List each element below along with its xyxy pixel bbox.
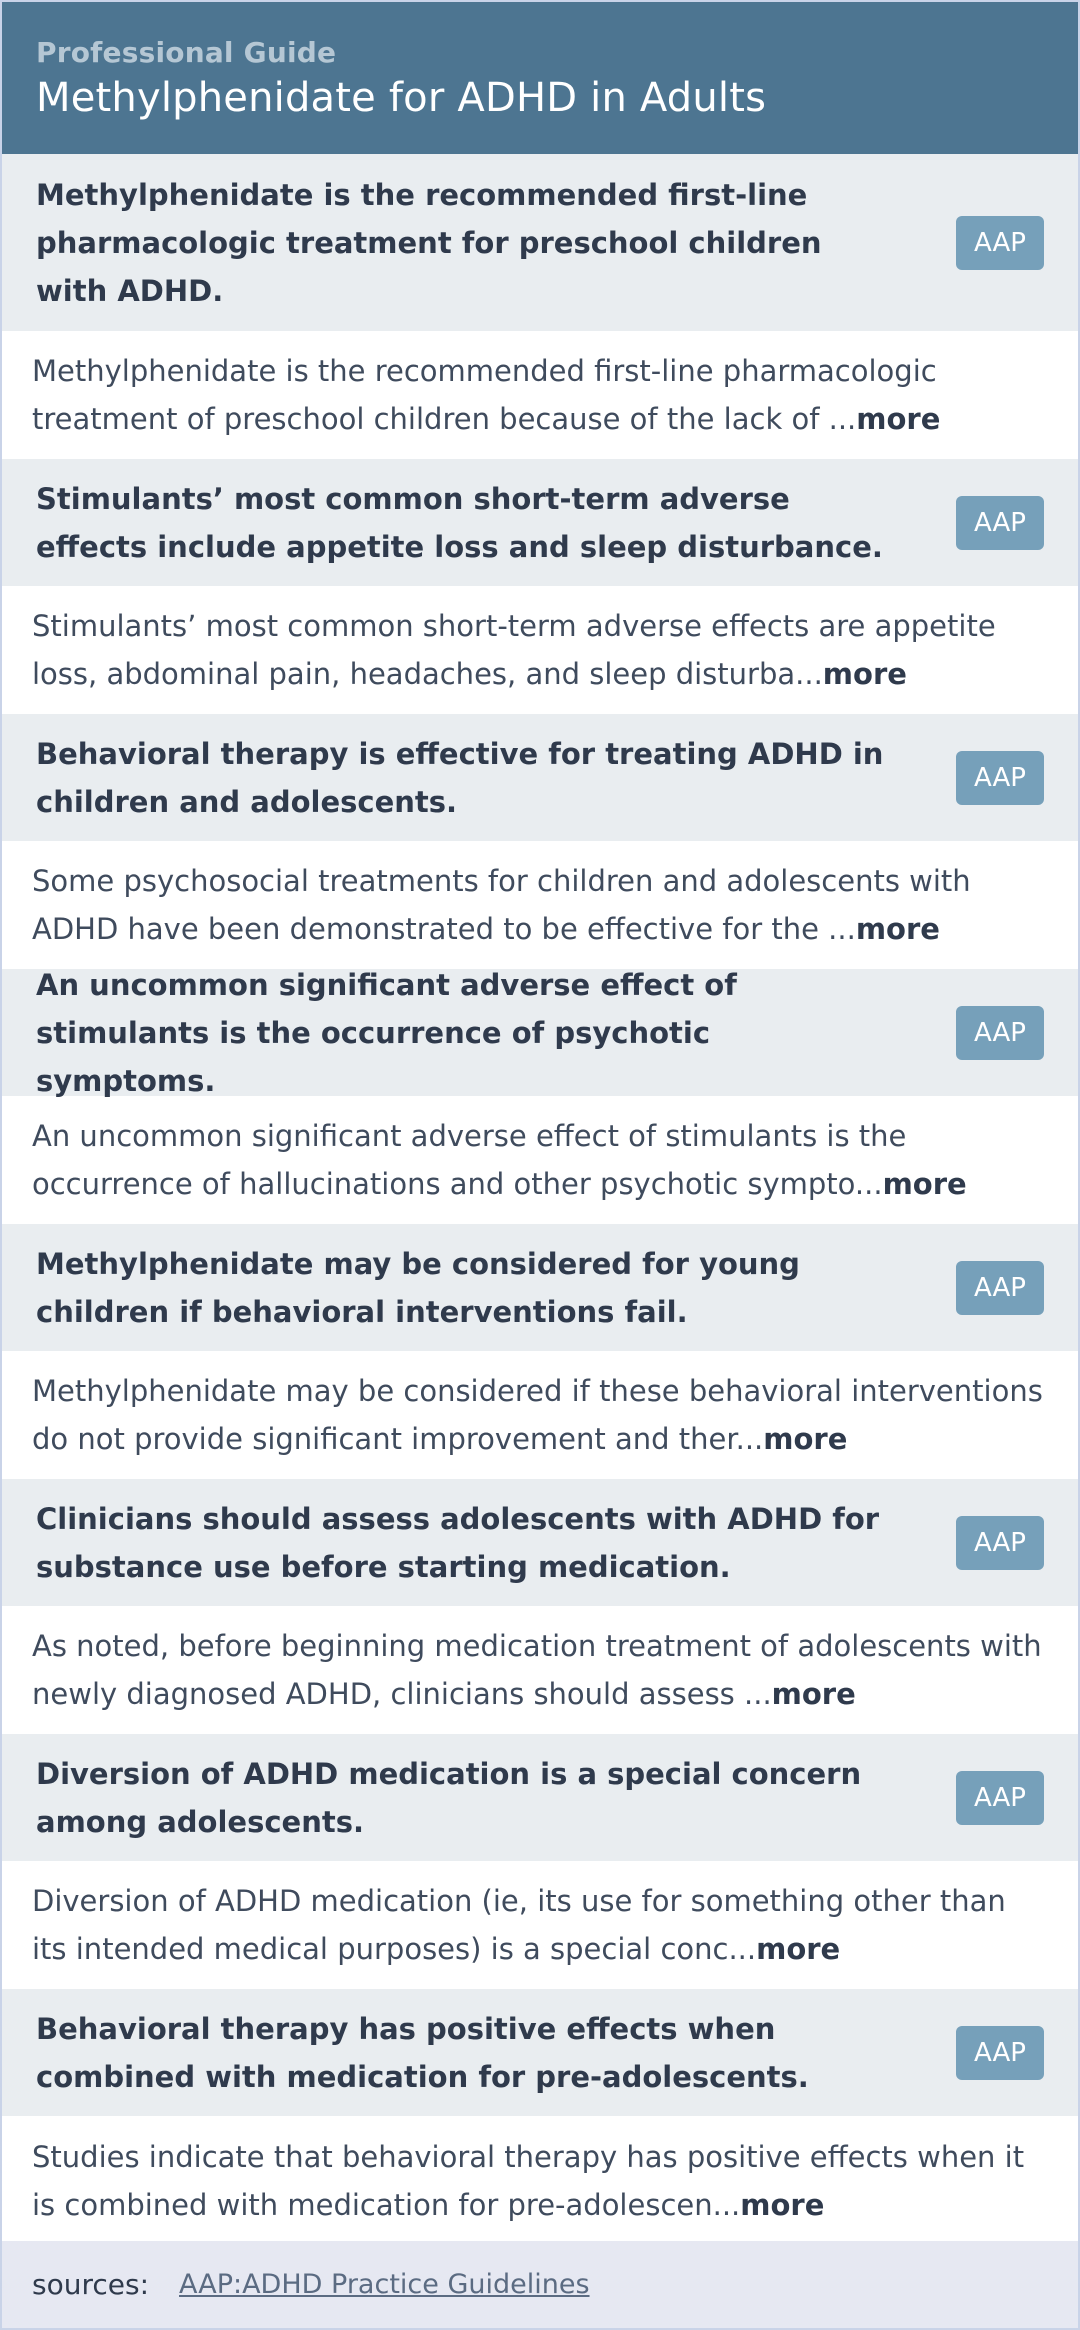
section-body-7 (2, 1861, 1078, 1989)
source-badge[interactable]: AAP (956, 1261, 1044, 1315)
section-heading: Diversion of ADHD medication is a special concern among adolescents. (36, 1756, 862, 1839)
section-body-5 (2, 1351, 1078, 1479)
more-link[interactable]: more (855, 912, 940, 946)
guide-header (2, 2, 1078, 154)
section-title-6 (2, 1479, 1078, 1606)
sources-label: sources: (32, 2268, 150, 2301)
section-summary: As noted, before beginning medication treatment of adolescents with newly diagnosed ADHD, clinicians should assess ... (32, 1629, 1042, 1711)
guide-subtitle: Professional Guide (36, 36, 337, 69)
section-body-4 (2, 1096, 1078, 1224)
source-badge[interactable]: AAP (956, 751, 1044, 805)
guide-title: Methylphenidate for ADHD in Adults (36, 75, 767, 121)
section-heading: Methylphenidate may be considered for young children if behavioral interventions fail. (36, 1246, 800, 1329)
section-heading: Stimulants’ most common short-term adverse effects include appetite loss and sleep disturbance. (36, 481, 883, 564)
more-link[interactable]: more (771, 1677, 856, 1711)
section-heading: An uncommon significant adverse effect of stimulants is the occurrence of psychotic symptoms. (36, 967, 737, 1098)
sources-footer (2, 2241, 1078, 2328)
section-title-3 (2, 714, 1078, 841)
source-badge[interactable]: AAP (956, 1516, 1044, 1570)
section-title-8 (2, 1989, 1078, 2116)
section-summary: An uncommon significant adverse effect of stimulants is the occurrence of hallucinations and other psychotic sympto... (32, 1119, 907, 1201)
section-heading: Methylphenidate is the recommended first-line pharmacologic treatment for preschool children with ADHD. (36, 177, 822, 308)
section-title-5 (2, 1224, 1078, 1351)
section-body-1 (2, 331, 1078, 459)
section-summary: Methylphenidate is the recommended first-line pharmacologic treatment of preschool children because of the lack of ... (32, 354, 937, 436)
section-body-2 (2, 586, 1078, 714)
source-badge[interactable]: AAP (956, 496, 1044, 550)
section-summary: Stimulants’ most common short-term adverse effects are appetite loss, abdominal pain, headaches, and sleep disturba... (32, 609, 996, 691)
section-title-4 (2, 969, 1078, 1096)
section-title-1 (2, 154, 1078, 331)
section-heading: Behavioral therapy has positive effects when combined with medication for pre-adolescents. (36, 2011, 809, 2094)
section-summary: Some psychosocial treatments for children and adolescents with ADHD have been demonstrated to be effective for the ... (32, 864, 971, 946)
section-body-3 (2, 841, 1078, 969)
section-body-6 (2, 1606, 1078, 1734)
section-summary: Diversion of ADHD medication (ie, its use for something other than its intended medical purposes) is a special conc... (32, 1884, 1006, 1966)
section-summary: Methylphenidate may be considered if these behavioral interventions do not provide significant improvement and ther... (32, 1374, 1043, 1456)
section-title-7 (2, 1734, 1078, 1861)
source-badge[interactable]: AAP (956, 1006, 1044, 1060)
more-link[interactable]: more (856, 402, 941, 436)
more-link[interactable]: more (763, 1422, 848, 1456)
source-link[interactable]: AAP:ADHD Practice Guidelines (179, 2269, 590, 2300)
section-title-2 (2, 459, 1078, 586)
section-heading: Clinicians should assess adolescents with ADHD for substance use before starting medication. (36, 1501, 880, 1584)
section-heading: Behavioral therapy is effective for treating ADHD in children and adolescents. (36, 736, 884, 819)
source-badge[interactable]: AAP (956, 216, 1044, 270)
more-link[interactable]: more (740, 2188, 825, 2222)
more-link[interactable]: more (756, 1932, 841, 1966)
section-body-8 (2, 2116, 1078, 2246)
section-summary: Studies indicate that behavioral therapy has positive effects when it is combined with medication for pre-adolescen... (32, 2140, 1025, 2222)
source-badge[interactable]: AAP (956, 1771, 1044, 1825)
more-link[interactable]: more (822, 657, 907, 691)
more-link[interactable]: more (882, 1167, 967, 1201)
source-badge[interactable]: AAP (956, 2026, 1044, 2080)
